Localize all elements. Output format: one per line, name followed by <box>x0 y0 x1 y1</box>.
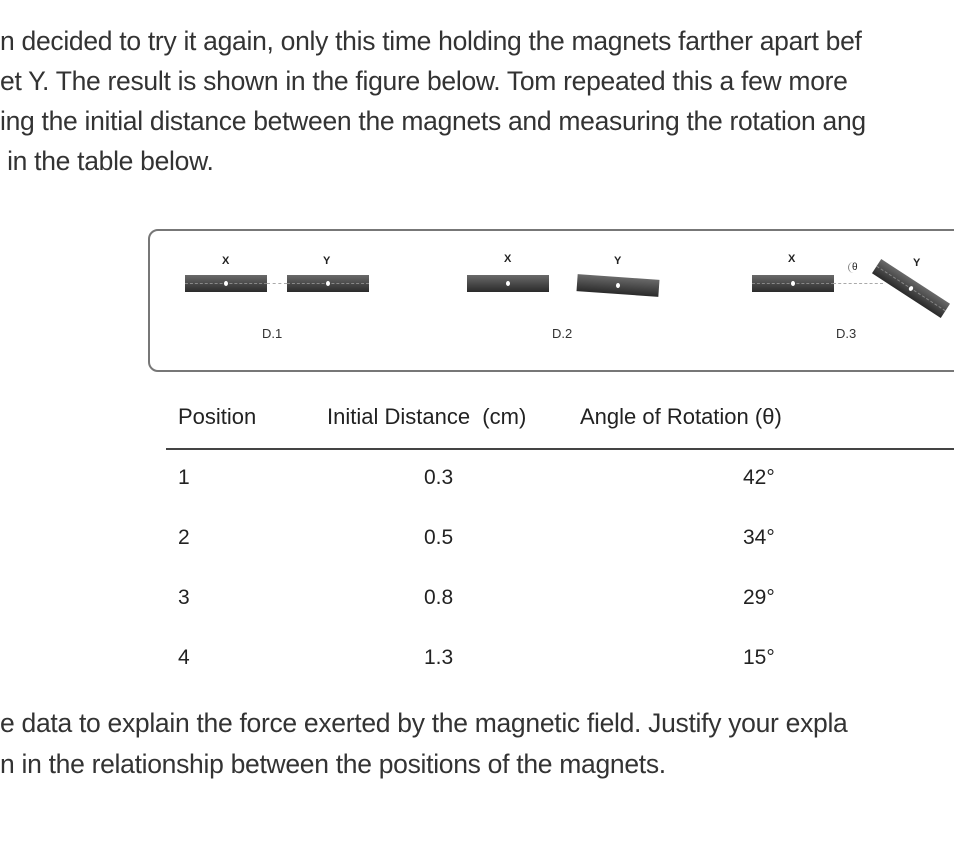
magnet-x <box>752 275 834 292</box>
cell-position: 2 <box>178 526 190 549</box>
magnet-x-label: X <box>222 255 230 267</box>
theta-label: θ <box>848 262 858 273</box>
cell-distance: 1.3 <box>424 646 454 669</box>
header-divider <box>166 448 954 450</box>
cell-position: 4 <box>178 646 190 669</box>
panel-caption: D.1 <box>262 326 283 341</box>
intro-line: n decided to try it again, only this time holding the magnets farther apart bef <box>0 26 862 56</box>
magnet-x <box>467 275 549 292</box>
header-position: Position <box>178 404 257 429</box>
question-line: n in the relationship between the positions of the magnets. <box>0 749 666 779</box>
cell-position: 1 <box>178 466 190 489</box>
header-distance: Initial Distance (cm) <box>327 404 527 429</box>
magnet-x <box>185 275 267 292</box>
cell-distance: 0.5 <box>424 526 454 549</box>
magnet-y-label: Y <box>323 255 331 267</box>
cell-distance: 0.3 <box>424 466 454 489</box>
cell-angle: 15° <box>743 646 775 669</box>
reference-line <box>833 283 883 284</box>
intro-line: ing the initial distance between the magnets and measuring the rotation ang <box>0 106 866 136</box>
panel-caption: D.2 <box>552 326 573 341</box>
magnet-figure <box>148 229 954 372</box>
question-line: e data to explain the force exerted by the magnetic field. Justify your expla <box>0 708 848 738</box>
cell-distance: 0.8 <box>424 586 454 609</box>
gap-line <box>267 283 287 284</box>
magnet-y-label: Y <box>614 255 622 267</box>
magnet-y <box>287 275 369 292</box>
cell-position: 3 <box>178 586 190 609</box>
cell-angle: 34° <box>743 526 775 549</box>
intro-line: in the table below. <box>0 146 214 176</box>
intro-line: et Y. The result is shown in the figure below. Tom repeated this a few more <box>0 66 848 96</box>
cell-angle: 29° <box>743 586 775 609</box>
header-angle: Angle of Rotation (θ) <box>580 404 782 429</box>
panel-caption: D.3 <box>836 326 857 341</box>
magnet-y-label: Y <box>913 257 921 269</box>
magnet-x-label: X <box>788 253 796 265</box>
cell-angle: 42° <box>743 466 775 489</box>
magnet-x-label: X <box>504 253 512 265</box>
